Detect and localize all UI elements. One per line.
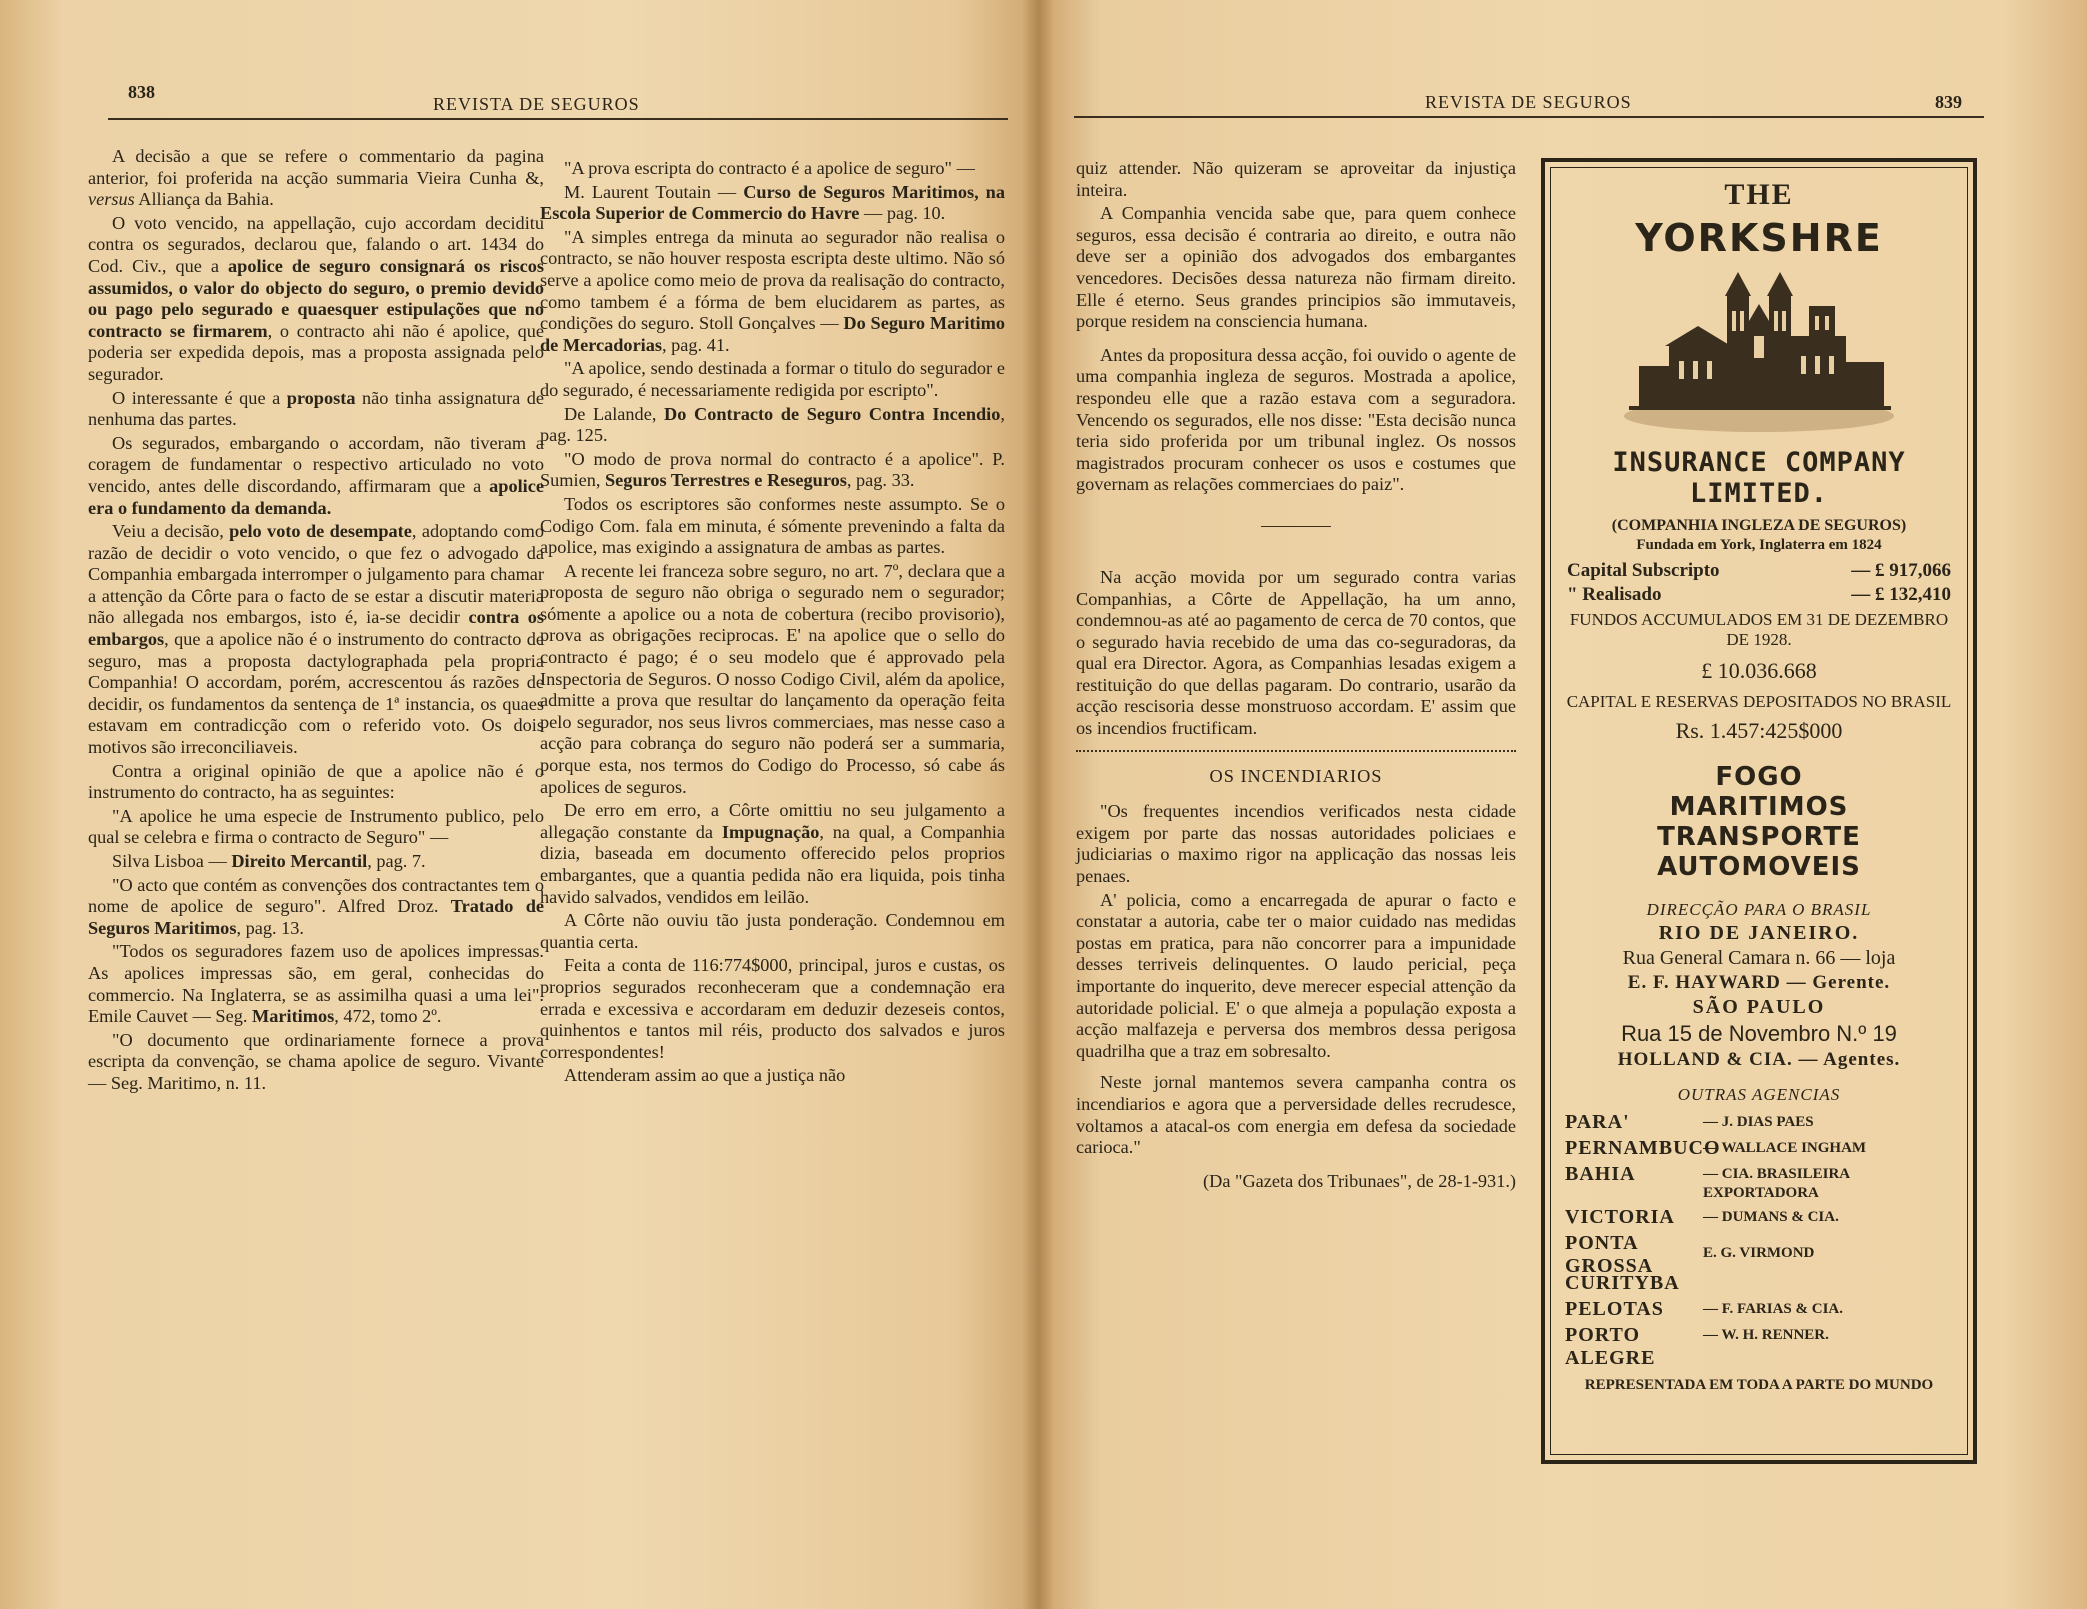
right-page-number: 839	[1935, 92, 1962, 112]
quotation: "A apolice he uma especie de Instrumento publico, pelo qual se celebra e firma o contracto de Seguro" —	[88, 805, 544, 848]
ad-line-marine: MARITIMOS	[1669, 792, 1849, 822]
ad-insurance-lines	[1557, 762, 1961, 882]
ad-line-transport: TRANSPORTE	[1657, 822, 1861, 852]
quotation: Neste jornal mantemos severa campanha contra os incendiarios e agora que a perversidade delles recrudesce, voltamos a atacal-os com energia em defesa da sociedade carioca."	[1076, 1072, 1516, 1158]
quotation: "O acto que contém as convenções dos contractantes tem o nome de apolice de seguro". Alfred Droz. Tratado de Seguros Maritimos, pag. 13.	[88, 874, 544, 938]
ad-agency-state: PONTA GROSSA	[1565, 1232, 1654, 1277]
paragraph: Veiu a decisão, pelo voto de desempate, adoptando como razão de decidir o voto vencido, o que fez o advogado da Companhia embargada interromper o julgamento para chamar a attenção da Côrte para o facto de se estar a discutir materia não allegada nos embargos, isto é, ia-se decidir contra os embargos, que a apolice não é o instrumento do contracto de seguro, mas a proposta dactylographada pela propria Companhia! O accordam, porém, accrescentou ás razões de decidir, os fundamentos da sentença de 1ª instancia, os quaes estavam em contradicção com o referido voto. Os dois motivos são irreconciliaveis.	[88, 521, 544, 758]
york-minster-illustration-icon	[1609, 266, 1909, 436]
ad-rio-manager: E. F. HAYWARD — Gerente.	[1627, 972, 1891, 993]
ad-agency-name: — F. FARIAS & CIA.	[1703, 1301, 1844, 1317]
paragraph: Todos os escriptores são conformes neste assumpto. Se o Codigo Com. fala em minuta, é sómente prevenindo a falta da apolice, mas exigindo a assignatura de ambas as partes.	[540, 493, 1005, 558]
citation: Silva Lisboa — Direito Mercantil, pag. 7.	[112, 851, 426, 871]
paragraph: Na acção movida por um segurado contra varias Companhias, a Côrte de Appellação, ha um anno, condemnou-as até ao pagamento de cerca de 70 contos, que o segurado havia recebido de uma das co-seguradoras, da qual era Director. Agora, as Companhias lesadas exigem a restituição do que dellas pagaram. Do contrario, usarão da acção rescisoria desse monstruoso accordam. E' assim que os incendios fructificam.	[1076, 566, 1516, 739]
ad-agency-state: PELOTAS	[1565, 1298, 1664, 1320]
yorkshire-insurance-advertisement	[1541, 158, 1977, 1464]
ad-accumulated-funds: FUNDOS ACCUMULADOS EM 31 DE DEZEMBRO DE 1928.	[1569, 610, 1949, 649]
ad-rio-address: Rua General Camara n. 66 — loja	[1622, 947, 1896, 969]
quotation: A' policia, como a encarregada de apurar o facto e constatar a autoria, cabe ter o maior cuidado nas medidas postas em pratica, para não concorrer para a impunidade desses terriveis delinquentes. O laudo pericial, peça importante do inquerito, deve merecer especial attenção da autoridade policial. E' o que almeja a população exposta a acção malfazeja e perversa dos membros dessa perigosa quadrilha que a traz em sobresalto.	[1076, 889, 1516, 1061]
ad-capital-realised	[1557, 584, 1961, 606]
ad-agency-state: VICTORIA	[1565, 1206, 1675, 1228]
ad-agency-state: PARA'	[1565, 1111, 1630, 1133]
ad-agency-state: PERNAMBUCO	[1565, 1137, 1721, 1159]
ad-agency-name: E. G. VIRMOND	[1703, 1245, 1815, 1261]
paragraph: A decisão a que se refere o commentario da pagina anterior, foi proferida na acção summaria Vieira Cunha &, versus Alliança da Bahia.	[88, 146, 544, 210]
ad-company-name: YORKSHRE	[1635, 216, 1883, 260]
quotation: "Os frequentes incendios verificados nesta cidade exigem por parte das nossas autoridades policiaes e judiciarias o maximo rigor na applicação das nossas leis penaes.	[1076, 801, 1516, 887]
ad-agency	[1565, 1206, 1953, 1229]
attribution: (Da "Gazeta dos Tribunaes", de 28-1-931.)	[1203, 1170, 1516, 1191]
ad-agency	[1565, 1137, 1953, 1160]
paragraph: Antes da propositura dessa acção, foi ouvido o agente de uma companhia ingleza de seguros. Mostrada a apolice, respondeu elle que a razão estava com a seguradora. Vencendo os segurados, elle nos disse: "Esta decisão nunca teria sido proferida por um tribunal inglez. Os nossos magistrados procuram conhecer os usos e costumes que governam as relações commerciaes do paiz".	[1076, 344, 1516, 495]
quotation: "A apolice, sendo destinada a formar o titulo do segurador e do segurado, é necessariamente redigida por escripto".	[540, 358, 1005, 400]
ad-reserves: CAPITAL E RESERVAS DEPOSITADOS NO BRASIL	[1566, 692, 1952, 711]
right-header-rule	[1074, 116, 1984, 118]
paragraph: Feita a conta de 116:774$000, principal, juros e custas, os proprios segurados reconheceram que a condemnação era errada e excessiva e accordaram em deduzir dezeseis contos, quinhentos e tantos mil réis, producto dos salvados e juros correspondentes!	[540, 955, 1005, 1062]
ad-line-automobile: AUTOMOVEIS	[1657, 852, 1861, 882]
paragraph: A Côrte não ouviu tão justa ponderação. Condemnou em quantia certa.	[540, 910, 1005, 952]
right-running-head: REVISTA DE SEGUROS	[1425, 92, 1632, 112]
ad-insurance-company: INSURANCE COMPANY LIMITED.	[1612, 447, 1906, 509]
quotation: "A prova escripta do contracto é a apolice de seguro" —	[564, 158, 975, 178]
ad-founded: Fundada em York, Inglaterra em 1824	[1636, 537, 1882, 553]
article-column-2	[540, 158, 1005, 1087]
ad-capital-subscribed	[1557, 560, 1961, 582]
paragraph: De erro em erro, a Côrte omittiu no seu julgamento a allegação constante da Impugnação, na qual, a Companhia dizia, baseada em documento offerecido pelos proprios embargantes, que a quantia pedida não era liquida, pois tinha havido salvados, vendidos em leilão.	[540, 800, 1005, 907]
ad-agency-name: — WALLACE INGHAM	[1703, 1140, 1867, 1156]
citation: M. Laurent Toutain — Curso de Seguros Maritimos, na Escola Superior de Commercio do Havre — pag. 10.	[540, 181, 1005, 224]
ad-agency-state: BAHIA	[1565, 1163, 1636, 1185]
ad-agency	[1565, 1163, 1953, 1203]
ad-rio-de-janeiro: RIO DE JANEIRO.	[1658, 922, 1860, 944]
paragraph: Os segurados, embargando o accordam, não tiveram a coragem de fundamentar o respectivo articulado no voto vencido, antes delle discordando, affirmaram que a apolice era o fundamento da demanda.	[88, 432, 544, 518]
quotation: "A simples entrega da minuta ao segurador não realisa o contracto, se não houver resposta escripta deste ultimo. Não só serve a apolice como meio de prova da realisação do contracto, como tambem é a fórma de bem elucidarem as partes, as condições do seguro. Stoll Gonçalves — Do Seguro Maritimo de Mercadorias, pag. 41.	[540, 226, 1005, 355]
paragraph: A recente lei franceza sobre seguro, no art. 7º, declara que a proposta de seguro não obriga o segurado nem o segurador; sómente a apolice ou a nota de cobertura (recibo provisorio), prova as obrigações reciprocas. E' na apolice que o sello do contracto é pago; é o seu modelo que é approvado pela Inspectoria de Seguros. O nosso Codigo Civil, além da apolice, admitte a prova que resultar do lançamento da operação feita pelo segurador, nos seus livros commerciaes, mas nesse caso a acção para cobrança do seguro não poderá ser a summaria, porque esta, nos termos do Codigo do Processo, só cabe ás apolices de seguros.	[540, 560, 1005, 797]
ad-capital-subscribed-label: Capital Subscripto	[1567, 560, 1720, 581]
ad-company-pt: (COMPANHIA INGLEZA DE SEGUROS)	[1611, 517, 1907, 534]
ad-other-agencies-title: OUTRAS AGENCIAS	[1677, 1085, 1841, 1104]
left-page-number: 838	[128, 82, 155, 102]
ad-agency-name: — J. DIAS PAES	[1703, 1114, 1814, 1130]
ad-agencies-list	[1557, 1111, 1961, 1370]
paragraph: quiz attender. Não quizeram se aproveitar da injustiça inteira.	[1076, 158, 1516, 200]
article-column-1	[88, 146, 544, 1095]
ad-represented-worldwide: REPRESENTADA EM TODA A PARTE DO MUNDO	[1584, 1377, 1934, 1393]
paragraph: O voto vencido, na appellação, cujo accordam deciditu contra os segurados, declarou que, falando o art. 1434 do Cod. Civ., que a apolice de seguro consignará os riscos assumidos, o valor do objecto do seguro, o premio devido ou pago pelo segurado e quaesquer estipulações que no contracto se firmarem, o contracto ahi não é apolice, que poderia ser expedida depois, mas a proposta assignada pelo segurador.	[88, 212, 544, 384]
paragraph: Contra a original opinião de que a apolice não é o instrumento do contracto, ha as seguintes:	[88, 760, 544, 803]
ad-agency-name: — W. H. RENNER.	[1703, 1327, 1829, 1343]
ad-agency	[1565, 1272, 1953, 1295]
ad-capital-realised-label: " Realisado	[1567, 584, 1662, 605]
ad-agency-name: — DUMANS & CIA.	[1703, 1209, 1839, 1225]
ad-agency	[1565, 1298, 1953, 1321]
ad-capital-realised-value: — £ 132,410	[1851, 584, 1951, 605]
ad-agency	[1565, 1111, 1953, 1134]
ad-the: THE	[1724, 178, 1794, 211]
ad-agency-name	[1703, 1272, 1953, 1274]
left-running-head: REVISTA DE SEGUROS	[433, 94, 640, 114]
ad-sp-address: Rua 15 de Novembro N.º 19	[1621, 1021, 1897, 1046]
paragraph: O interessante é que a proposta não tinha assignatura de nenhuma das partes.	[88, 387, 544, 430]
page-gutter	[1022, 0, 1054, 1609]
ad-reserves-value: Rs. 1.457:425$000	[1675, 718, 1843, 743]
ad-line-fire: FOGO	[1715, 762, 1803, 792]
ad-agency-state: PORTO ALEGRE	[1565, 1324, 1656, 1369]
ad-direction-brazil: DIRECÇÃO PARA O BRASIL	[1646, 900, 1872, 919]
ad-agency	[1565, 1324, 1953, 1370]
ad-sp-agents: HOLLAND & CIA. — Agentes.	[1617, 1049, 1901, 1070]
paragraph: Attenderam assim ao que a justiça não	[564, 1065, 846, 1086]
quotation: "O documento que ordinariamente fornece a prova escripta da convenção, se chama apolice de seguro. Vivante — Seg. Maritimo, n. 11.	[88, 1029, 544, 1093]
article-separator	[1261, 526, 1331, 527]
ad-sao-paulo: SÃO PAULO	[1692, 996, 1826, 1018]
ad-agency-name: — CIA. BRASILEIRA EXPORTADORA	[1703, 1166, 1850, 1201]
left-header-rule	[108, 118, 1008, 120]
citation: De Lalande, Do Contracto de Seguro Contra Incendio, pag. 125.	[540, 403, 1005, 446]
ad-accumulated-funds-value: £ 10.036.668	[1701, 658, 1817, 683]
article-column-3	[1076, 158, 1516, 1192]
quotation: "Todos os seguradores fazem uso de apolices impressas. As apolices impressas são, em geral, conhecidas do commercio. Na Inglaterra, se as assimilha quasi a uma lei". Emile Cauvet — Seg. Maritimos, 472, tomo 2º.	[88, 941, 544, 1027]
quotation: "O modo de prova normal do contracto é a apolice". P. Sumien, Seguros Terrestres e Reseguros, pag. 33.	[540, 448, 1005, 491]
section-title: OS INCENDIARIOS	[1209, 765, 1383, 786]
paragraph: A Companhia vencida sabe que, para quem conhece seguros, essa decisão é contraria ao direito, e outra não deve ser a opinião dos advogados dos embargantes vencedores. Decisões dessa natureza não firmam direito. Elle é eterno. Seus grandes principios são immutaveis, porque residem na consciencia humana.	[1076, 203, 1516, 332]
ad-agency-state: CURITYBA	[1565, 1272, 1680, 1294]
dotted-divider	[1076, 750, 1516, 752]
ad-capital-subscribed-value: — £ 917,066	[1851, 560, 1951, 581]
